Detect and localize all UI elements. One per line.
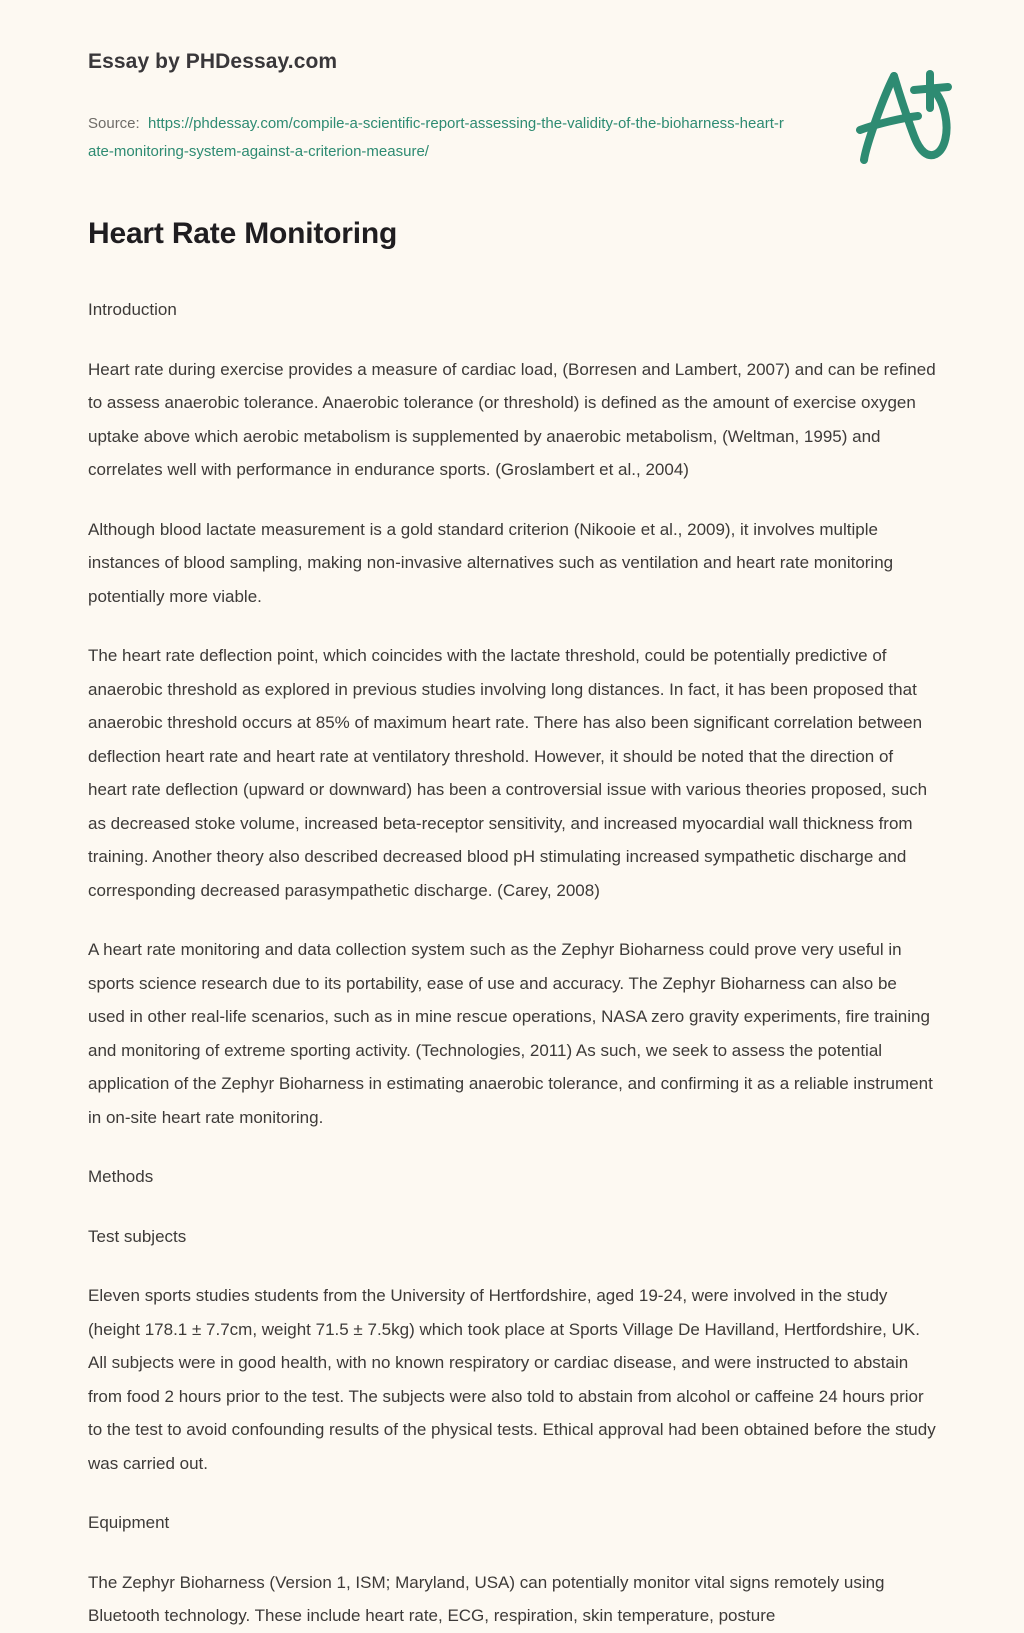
body-paragraph: Heart rate during exercise provides a measure of cardiac load, (Borresen and Lambert, 2007) and can be refined to assess anaerobic tolerance. Anaerobic tolerance (or threshold) is defined as the amount of exercise oxygen uptake above which aerobic metabolism is supplemented by anaerobic metabolism, (Weltman, 1995) and correlates well with performance in endurance sports. (Groslambert et al., 2004) [88, 359, 936, 479]
site-masthead: Essay by PHDessay.com [88, 50, 338, 73]
body-paragraph: Eleven sports studies students from the University of Hertfordshire, aged 19-24, were involved in the study (height 178.1 ± 7.7cm, weight 71.5 ± 7.5kg) which took place at Sports Village De Havilland, Hertfordshire, UK. All subjects were in good health, with no known respiratory or cardiac disease, and were instructed to abstain from food 2 hours prior to the test. The subjects were also told to abstain from alcohol or caffeine 24 hours prior to the test to avoid confounding results of the physical tests. Ethical approval had been obtained before the study was carried out. [88, 1286, 936, 1473]
source-url-link[interactable]: https://phdessay.com/compile-a-scientific-report-assessing-the-validity-of-the-bioharness-heart-rate-monitoring-system-against-a-criterion-measure/ [88, 115, 784, 160]
article-body [88, 293, 936, 1633]
article-container [88, 212, 936, 1633]
source-line [88, 110, 788, 166]
page-title: Heart Rate Monitoring [88, 217, 398, 250]
section-heading: Methods [88, 1167, 154, 1186]
source-label: Source: [88, 115, 140, 132]
a-plus-logo-icon [846, 62, 962, 168]
body-paragraph: A heart rate monitoring and data collection system such as the Zephyr Bioharness could prove very useful in sports science research due to its portability, ease of use and accuracy. The Zephyr Bioharness can also be used in other real-life scenarios, such as in mine rescue operations, NASA zero gravity experiments, fire training and monitoring of extreme sporting activity. (Technologies, 2011) As such, we seek to assess the potential application of the Zephyr Bioharness in estimating anaerobic tolerance, and confirming it as a reliable instrument in on-site heart rate monitoring. [88, 940, 933, 1127]
body-paragraph: The Zephyr Bioharness (Version 1, ISM; Maryland, USA) can potentially monitor vital signs remotely using Bluetooth technology. These include heart rate, ECG, respiration, skin temperature, posture [88, 1572, 885, 1625]
section-heading: Test subjects [88, 1226, 187, 1246]
body-paragraph: The heart rate deflection point, which coincides with the lactate threshold, could be potentially predictive of anaerobic threshold as explored in previous studies involving long distances. In fact, it has been proposed that anaerobic threshold occurs at 85% of maximum heart rate. There has also been significant correlation between deflection heart rate and heart rate at ventilatory threshold. However, it should be noted that the direction of heart rate deflection (upward or downward) has been a controversial issue with various theories proposed, such as decreased stoke volume, increased beta-receptor sensitivity, and increased myocardial wall thickness from training. Another theory also described decreased blood pH stimulating increased sympathetic discharge and corresponding decreased parasympathetic discharge. (Carey, 2008) [88, 646, 928, 900]
body-paragraph: Although blood lactate measurement is a gold standard criterion (Nikooie et al., 2009), it involves multiple instances of blood sampling, making non-invasive alternatives such as ventilation and heart rate monitoring potentially more viable. [88, 519, 894, 606]
section-heading: Introduction [88, 300, 177, 319]
a-plus-logo-svg [846, 62, 962, 168]
section-heading: Equipment [88, 1513, 170, 1532]
